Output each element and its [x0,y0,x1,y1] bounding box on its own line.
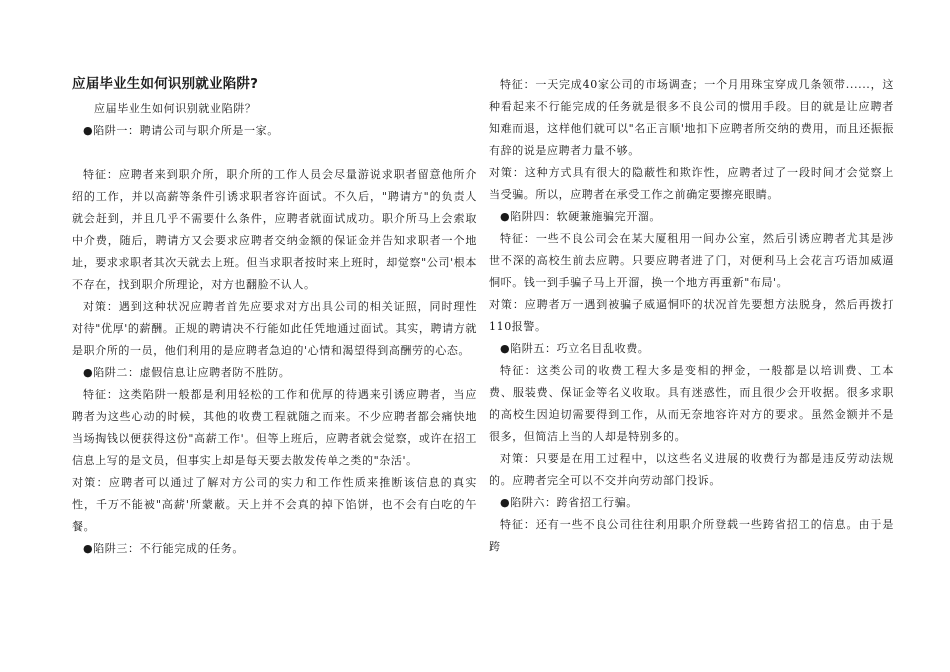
trap-3-response: 对策：这种方式具有很大的隐蔽性和欺诈性，应聘者过了一段时间才会觉察上当受骗。所以，应聘者在承受工作之前确定要擦亮眼睛。 [489,166,894,201]
trap-3-heading: ●陷阱三：不行能完成的任务。 [83,542,244,555]
blank-line [72,142,477,164]
right-column [489,74,894,558]
trap-1-feature: 特征：应聘者来到职介所，职介所的工作人员会尽量游说求职者留意他所介绍的工作，并以高薪等条件引诱求职者容许面试。不久后，"聘请方"的负责人就会赶到，并且几乎不需要什么条件，应聘者就面试成功。职介所马上会索取中介费，随后，聘请方又会要求应聘者交纳金额的保证金并告知求职者一个地址，要求求职者其次天就去上班。但当求职者按时来上班时，却觉察"公司'根本不存在，找到职介所理论，对方也翻脸不认人。 [72,168,477,291]
subtitle: 应届毕业生如何识别就业陷阱？ [94,102,257,115]
left-column [72,74,477,560]
page-title: 应届毕业生如何识别就业陷阱? [72,76,259,92]
trap-1-response: 对策：遇到这种状况应聘者首先应要求对方出具公司的相关证照，同时理性对待"优厚'的薪酬。正规的聘请决不行能如此任凭地通过面试。其实，聘请方就是职介所的一员，他们利用的是应聘者急迫的'心情和渴望得到高酬劳的心态。 [72,300,477,357]
trap-6-feature: 特征：还有一些不良公司往往利用职介所登载一些跨省招工的信息。由于是跨 [489,518,894,553]
trap-2-feature: 特征：这类陷阱一般都是利用轻松的工作和优厚的待遇来引诱应聘者，当应聘者为这些心动的时候，其他的收费工程就随之而来。不少应聘者都会痛快地当场掏钱以便获得这份"高薪工作'。但等上班后，应聘者就会觉察，或许在招工信息上写的是文员，但事实上却是每天要去散发传单之类的"杂活'。 [72,388,477,467]
trap-2-response: 对策：应聘者可以通过了解对方公司的实力和工作性质来推断该信息的真实性，千万不能被"高薪'所蒙蔽。天上并不会真的掉下馅饼，也不会有白吃的午餐。 [72,476,477,533]
trap-4-heading: ●陷阱四：软硬兼施骗完开溜。 [500,210,661,223]
trap-4-feature: 特征：一些不良公司会在某大厦租用一间办公室，然后引诱应聘者尤其是涉世不深的高校生前去应聘。只要应聘者进了门，对便利马上会花言巧语加威逼恫吓。钱一到手骗子马上开溜，换一个地方再重新"布局'。 [489,232,894,289]
trap-3-feature: 特征：一天完成40家公司的市场调查；一个月用珠宝穿成几条领带......，这种看起来不行能完成的任务就是很多不良公司的惯用手段。目的就是让应聘者知难而退，这样他们就可以"名正言顺'地扣下应聘者所交纳的费用，而且还振振有辞的说是应聘者力量不够。 [489,78,894,157]
trap-5-heading: ●陷阱五：巧立名目乱收费。 [500,342,650,355]
trap-4-response: 对策：应聘者万一遇到被骗子威逼恫吓的状况首先要想方法脱身，然后再拨打110报警。 [489,298,894,333]
trap-5-response: 对策：只要是在用工过程中，以这些名义进展的收费行为都是违反劳动法规的。应聘者完全可以不交并向劳动部门投诉。 [489,452,894,487]
trap-6-heading: ●陷阱六：跨省招工行骗。 [500,496,638,509]
trap-1-heading: ●陷阱一：聘请公司与职介所是一家。 [83,124,279,137]
trap-2-heading: ●陷阱二：虚假信息让应聘者防不胜防。 [83,366,291,379]
trap-5-feature: 特征：这类公司的收费工程大多是变相的押金，一般都是以培训费、工本费、服装费、保证金等名义收取。具有迷惑性，而且很少会开收据。很多求职的高校生因迫切需要得到工作，从而无奈地容许对方的要求。虽然金额并不是很多，但简洁上当的人却是特别多的。 [489,364,894,443]
